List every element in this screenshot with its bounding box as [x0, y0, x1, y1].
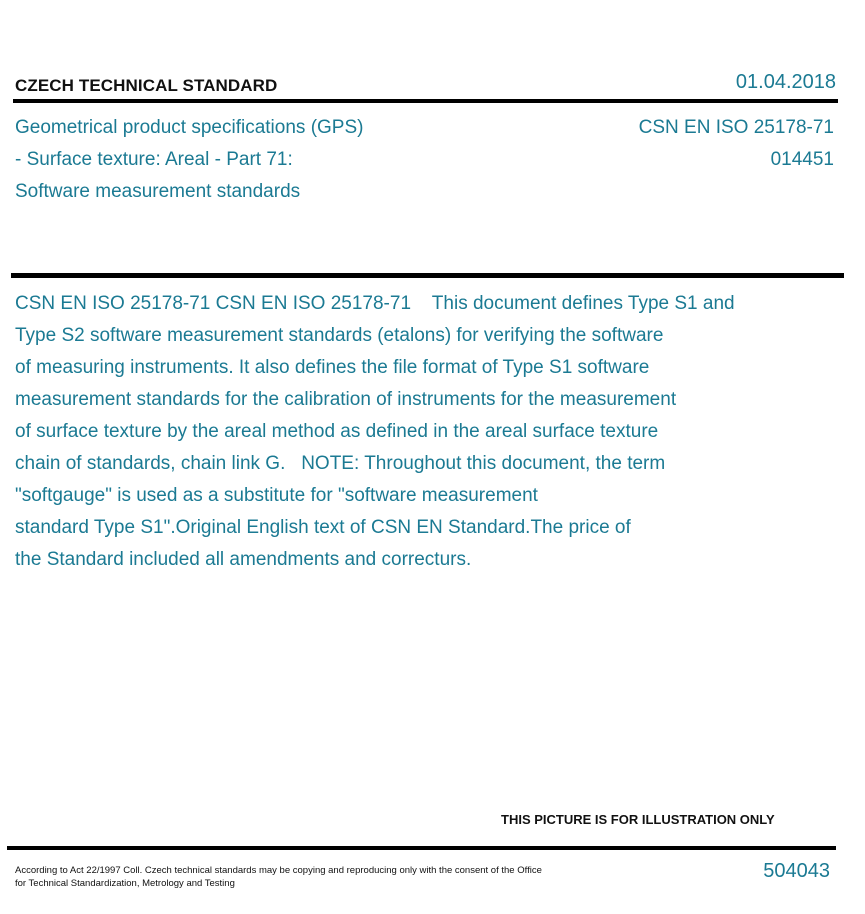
- illustration-note: THIS PICTURE IS FOR ILLUSTRATION ONLY: [501, 812, 775, 827]
- section-rule: [11, 273, 844, 278]
- description-line: of surface texture by the areal method as defined in the areal surface texture: [15, 421, 659, 442]
- description-line: measurement standards for the calibration of instruments for the measurement: [15, 389, 677, 410]
- description-line: chain of standards, chain link G. NOTE: Throughout this document, the term: [15, 453, 666, 474]
- header-category: CZECH TECHNICAL STANDARD: [15, 76, 278, 95]
- footer-legal-line: According to Act 22/1997 Coll. Czech technical standards may be copying and reproducing only with the consent of the Office: [15, 865, 542, 876]
- description-line: standard Type S1".Original English text of CSN EN Standard.The price of: [15, 517, 631, 538]
- footer-code: 504043: [763, 860, 830, 882]
- description-line: "softgauge" is used as a substitute for "software measurement: [15, 485, 538, 506]
- title-line: Software measurement standards: [15, 181, 301, 202]
- header-rule: [13, 99, 838, 103]
- title-line: - Surface texture: Areal - Part 71:: [15, 149, 293, 170]
- title-line: Geometrical product specifications (GPS): [15, 117, 364, 138]
- description-line: the Standard included all amendments and correcturs.: [15, 549, 472, 570]
- footer-legal-text: [15, 864, 542, 890]
- description: [15, 288, 850, 576]
- description-line: CSN EN ISO 25178-71 CSN EN ISO 25178-71 This document defines Type S1 and: [15, 293, 735, 314]
- footer-rule: [7, 846, 836, 850]
- description-line: Type S2 software measurement standards (etalons) for verifying the software: [15, 325, 664, 346]
- catalog-number: 014451: [770, 149, 834, 170]
- header-date: 01.04.2018: [735, 71, 836, 93]
- footer-legal-line: for Technical Standardization, Metrology and Testing: [15, 878, 235, 889]
- standard-code: CSN EN ISO 25178-71: [638, 117, 834, 138]
- description-line: of measuring instruments. It also defines the file format of Type S1 software: [15, 357, 650, 378]
